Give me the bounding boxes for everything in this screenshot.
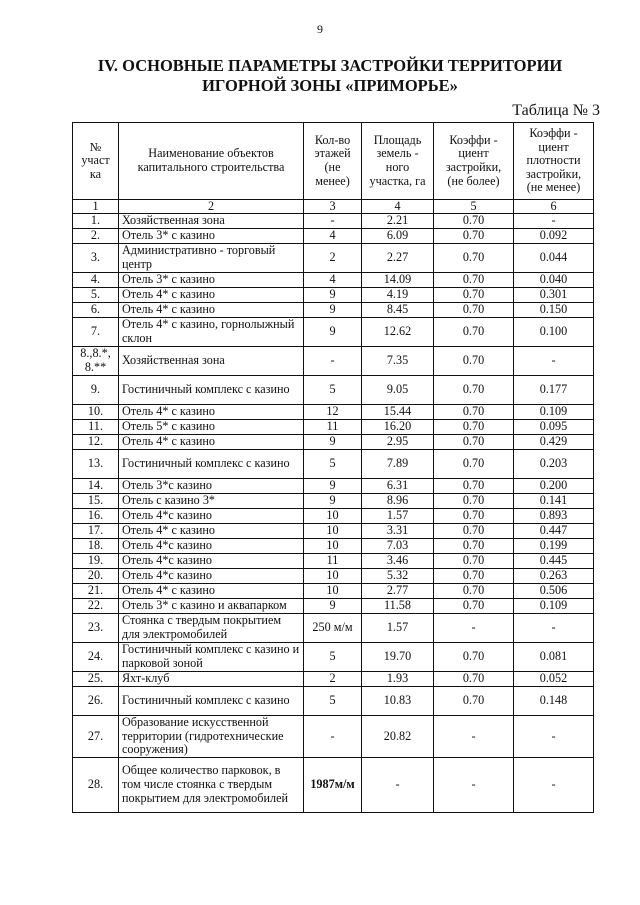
- cell-plot-number: 11.: [73, 420, 119, 435]
- cell-plot-number: 2.: [73, 229, 119, 244]
- cell-floors: 11: [304, 420, 362, 435]
- cell-floors: 9: [304, 479, 362, 494]
- cell-plot-number: 6.: [73, 303, 119, 318]
- cell-plot-area: 4.19: [362, 288, 434, 303]
- cell-plot-area: 1.93: [362, 672, 434, 687]
- header-density-coefficient: Коэффи - циент плотности застройки, (не менее): [514, 123, 594, 200]
- table-row: [73, 273, 594, 288]
- table-row: [73, 288, 594, 303]
- cell-density-coefficient: 0.081: [514, 643, 594, 672]
- cell-object-name: Общее количество парковок, в том числе стоянка с твердым покрытием для электромобилей: [119, 757, 304, 812]
- cell-floors: 9: [304, 435, 362, 450]
- cell-density-coefficient: 0.148: [514, 687, 594, 716]
- table-row: [73, 376, 594, 405]
- column-number: 4: [362, 200, 434, 214]
- cell-density-coefficient: 0.092: [514, 229, 594, 244]
- cell-object-name: Отель 3*с казино: [119, 479, 304, 494]
- cell-object-name: Отель 3* с казино и аквапарком: [119, 599, 304, 614]
- table-header: [73, 123, 594, 200]
- table-row: [73, 716, 594, 758]
- cell-floors: 10: [304, 539, 362, 554]
- cell-density-coefficient: 0.429: [514, 435, 594, 450]
- cell-floors: 250 м/м: [304, 614, 362, 643]
- cell-plot-number: 18.: [73, 539, 119, 554]
- table-row: [73, 450, 594, 479]
- cell-plot-area: 7.89: [362, 450, 434, 479]
- table-label: Таблица № 3: [512, 102, 600, 119]
- cell-plot-area: 8.45: [362, 303, 434, 318]
- cell-building-coefficient: 0.70: [434, 347, 514, 376]
- cell-building-coefficient: 0.70: [434, 554, 514, 569]
- cell-object-name: Гостиничный комплекс с казино: [119, 376, 304, 405]
- cell-density-coefficient: 0.506: [514, 584, 594, 599]
- cell-density-coefficient: -: [514, 716, 594, 758]
- cell-floors: 12: [304, 405, 362, 420]
- cell-floors: 9: [304, 318, 362, 347]
- cell-floors: 2: [304, 672, 362, 687]
- cell-density-coefficient: 0.177: [514, 376, 594, 405]
- cell-plot-area: 6.31: [362, 479, 434, 494]
- cell-building-coefficient: 0.70: [434, 539, 514, 554]
- cell-density-coefficient: 0.893: [514, 509, 594, 524]
- table-row: [73, 405, 594, 420]
- cell-building-coefficient: 0.70: [434, 214, 514, 229]
- page-number: 9: [317, 22, 323, 36]
- cell-density-coefficient: 0.141: [514, 494, 594, 509]
- cell-floors: 2: [304, 244, 362, 273]
- cell-plot-number: 13.: [73, 450, 119, 479]
- table-row: [73, 347, 594, 376]
- column-number: 3: [304, 200, 362, 214]
- cell-plot-area: 6.09: [362, 229, 434, 244]
- table-row: [73, 539, 594, 554]
- parameters-table: [72, 122, 594, 813]
- cell-object-name: Хозяйственная зона: [119, 214, 304, 229]
- cell-density-coefficient: 0.100: [514, 318, 594, 347]
- cell-plot-area: 12.62: [362, 318, 434, 347]
- header-plot-number: № участ ка: [73, 123, 119, 200]
- table-row: [73, 303, 594, 318]
- table-body: [73, 200, 594, 813]
- cell-density-coefficient: 0.263: [514, 569, 594, 584]
- cell-object-name: Отель 3* с казино: [119, 273, 304, 288]
- cell-plot-number: 26.: [73, 687, 119, 716]
- table-row: [73, 229, 594, 244]
- cell-building-coefficient: 0.70: [434, 229, 514, 244]
- cell-building-coefficient: 0.70: [434, 376, 514, 405]
- cell-building-coefficient: 0.70: [434, 494, 514, 509]
- cell-floors: 11: [304, 554, 362, 569]
- cell-plot-area: 8.96: [362, 494, 434, 509]
- cell-floors: 5: [304, 450, 362, 479]
- cell-density-coefficient: 0.447: [514, 524, 594, 539]
- cell-plot-area: 3.31: [362, 524, 434, 539]
- cell-plot-number: 12.: [73, 435, 119, 450]
- cell-building-coefficient: 0.70: [434, 643, 514, 672]
- cell-building-coefficient: -: [434, 614, 514, 643]
- cell-plot-area: 10.83: [362, 687, 434, 716]
- table-row: [73, 524, 594, 539]
- cell-density-coefficient: 0.445: [514, 554, 594, 569]
- cell-plot-area: 15.44: [362, 405, 434, 420]
- cell-plot-number: 25.: [73, 672, 119, 687]
- header-building-coefficient: Коэффи - циент застройки, (не более): [434, 123, 514, 200]
- table-row: [73, 757, 594, 812]
- cell-object-name: Отель 4*с казино: [119, 569, 304, 584]
- cell-object-name: Отель 3* с казино: [119, 229, 304, 244]
- column-number: 1: [73, 200, 119, 214]
- cell-floors: 10: [304, 584, 362, 599]
- cell-plot-number: 1.: [73, 214, 119, 229]
- cell-object-name: Отель 4*с казино: [119, 554, 304, 569]
- cell-plot-number: 17.: [73, 524, 119, 539]
- header-object-name: Наименование объектов капитального строительства: [119, 123, 304, 200]
- cell-object-name: Гостиничный комплекс с казино и парковой зоной: [119, 643, 304, 672]
- cell-plot-area: 2.21: [362, 214, 434, 229]
- cell-object-name: Отель 4* с казино: [119, 435, 304, 450]
- cell-object-name: Отель 4*с казино: [119, 539, 304, 554]
- cell-plot-number: 14.: [73, 479, 119, 494]
- cell-plot-number: 8.,8.*, 8.**: [73, 347, 119, 376]
- cell-plot-number: 7.: [73, 318, 119, 347]
- cell-density-coefficient: -: [514, 214, 594, 229]
- cell-object-name: Стоянка с твердым покрытием для электромобилей: [119, 614, 304, 643]
- cell-building-coefficient: 0.70: [434, 288, 514, 303]
- cell-building-coefficient: 0.70: [434, 318, 514, 347]
- cell-plot-area: 20.82: [362, 716, 434, 758]
- cell-object-name: Отель 4* с казино: [119, 288, 304, 303]
- cell-building-coefficient: 0.70: [434, 687, 514, 716]
- table-row: [73, 643, 594, 672]
- header-plot-area: Площадь земель - ного участка, га: [362, 123, 434, 200]
- cell-building-coefficient: 0.70: [434, 509, 514, 524]
- cell-object-name: Отель 4* с казино, горнолыжный склон: [119, 318, 304, 347]
- cell-plot-number: 4.: [73, 273, 119, 288]
- section-title: [60, 56, 600, 96]
- cell-object-name: Гостиничный комплекс с казино: [119, 450, 304, 479]
- cell-object-name: Отель 4*с казино: [119, 509, 304, 524]
- cell-building-coefficient: 0.70: [434, 405, 514, 420]
- cell-density-coefficient: 0.199: [514, 539, 594, 554]
- table-row: [73, 672, 594, 687]
- table-row: [73, 687, 594, 716]
- cell-floors: 10: [304, 569, 362, 584]
- cell-density-coefficient: 0.044: [514, 244, 594, 273]
- cell-density-coefficient: 0.203: [514, 450, 594, 479]
- cell-floors: -: [304, 716, 362, 758]
- cell-floors: 4: [304, 273, 362, 288]
- cell-plot-number: 21.: [73, 584, 119, 599]
- cell-density-coefficient: 0.109: [514, 599, 594, 614]
- cell-plot-area: 2.77: [362, 584, 434, 599]
- cell-density-coefficient: 0.040: [514, 273, 594, 288]
- cell-building-coefficient: 0.70: [434, 273, 514, 288]
- cell-object-name: Отель 4* с казино: [119, 524, 304, 539]
- cell-plot-area: 11.58: [362, 599, 434, 614]
- cell-floors: 9: [304, 303, 362, 318]
- cell-building-coefficient: 0.70: [434, 584, 514, 599]
- cell-density-coefficient: -: [514, 757, 594, 812]
- cell-floors: 10: [304, 509, 362, 524]
- cell-building-coefficient: -: [434, 757, 514, 812]
- cell-object-name: Гостиничный комплекс с казино: [119, 687, 304, 716]
- cell-floors: 9: [304, 599, 362, 614]
- column-number: 2: [119, 200, 304, 214]
- cell-object-name: Образование искусственной территории (гидротехнические сооружения): [119, 716, 304, 758]
- cell-plot-area: 5.32: [362, 569, 434, 584]
- table-row: [73, 244, 594, 273]
- cell-plot-area: 2.95: [362, 435, 434, 450]
- cell-plot-number: 5.: [73, 288, 119, 303]
- cell-plot-number: 27.: [73, 716, 119, 758]
- cell-floors: 1987м/м: [304, 757, 362, 812]
- cell-object-name: Яхт-клуб: [119, 672, 304, 687]
- cell-floors: 5: [304, 687, 362, 716]
- header-row: [73, 123, 594, 200]
- cell-density-coefficient: 0.301: [514, 288, 594, 303]
- cell-floors: -: [304, 214, 362, 229]
- table-row: [73, 554, 594, 569]
- table-row: [73, 214, 594, 229]
- cell-plot-area: 14.09: [362, 273, 434, 288]
- cell-building-coefficient: -: [434, 716, 514, 758]
- section-title-line-1: IV. ОСНОВНЫЕ ПАРАМЕТРЫ ЗАСТРОЙКИ ТЕРРИТОРИИ: [97, 56, 563, 75]
- cell-building-coefficient: 0.70: [434, 479, 514, 494]
- table-row: [73, 584, 594, 599]
- cell-density-coefficient: -: [514, 347, 594, 376]
- cell-building-coefficient: 0.70: [434, 244, 514, 273]
- cell-plot-number: 3.: [73, 244, 119, 273]
- header-floors: Кол-во этажей (не менее): [304, 123, 362, 200]
- cell-object-name: Отель 4* с казино: [119, 405, 304, 420]
- column-number-row: [73, 200, 594, 214]
- cell-object-name: Отель 4* с казино: [119, 584, 304, 599]
- cell-density-coefficient: 0.095: [514, 420, 594, 435]
- cell-plot-number: 23.: [73, 614, 119, 643]
- cell-object-name: Отель 5* с казино: [119, 420, 304, 435]
- column-number: 6: [514, 200, 594, 214]
- cell-object-name: Отель с казино 3*: [119, 494, 304, 509]
- cell-object-name: Отель 4* с казино: [119, 303, 304, 318]
- section-title-line-2: ИГОРНОЙ ЗОНЫ «ПРИМОРЬЕ»: [202, 76, 458, 95]
- cell-building-coefficient: 0.70: [434, 420, 514, 435]
- cell-building-coefficient: 0.70: [434, 672, 514, 687]
- cell-building-coefficient: 0.70: [434, 569, 514, 584]
- table-row: [73, 569, 594, 584]
- cell-plot-area: -: [362, 757, 434, 812]
- cell-plot-area: 1.57: [362, 509, 434, 524]
- cell-plot-number: 15.: [73, 494, 119, 509]
- cell-plot-number: 28.: [73, 757, 119, 812]
- cell-plot-area: 2.27: [362, 244, 434, 273]
- cell-floors: 4: [304, 229, 362, 244]
- cell-floors: 9: [304, 494, 362, 509]
- cell-density-coefficient: 0.052: [514, 672, 594, 687]
- table-row: [73, 435, 594, 450]
- cell-floors: 9: [304, 288, 362, 303]
- cell-plot-number: 16.: [73, 509, 119, 524]
- cell-plot-area: 19.70: [362, 643, 434, 672]
- cell-building-coefficient: 0.70: [434, 599, 514, 614]
- cell-density-coefficient: 0.200: [514, 479, 594, 494]
- cell-plot-number: 22.: [73, 599, 119, 614]
- table-row: [73, 318, 594, 347]
- cell-density-coefficient: 0.109: [514, 405, 594, 420]
- table-row: [73, 509, 594, 524]
- cell-building-coefficient: 0.70: [434, 435, 514, 450]
- cell-building-coefficient: 0.70: [434, 524, 514, 539]
- cell-floors: 5: [304, 643, 362, 672]
- cell-density-coefficient: 0.150: [514, 303, 594, 318]
- table-row: [73, 599, 594, 614]
- table-row: [73, 494, 594, 509]
- cell-plot-number: 10.: [73, 405, 119, 420]
- cell-plot-number: 9.: [73, 376, 119, 405]
- cell-plot-area: 9.05: [362, 376, 434, 405]
- cell-building-coefficient: 0.70: [434, 450, 514, 479]
- cell-density-coefficient: -: [514, 614, 594, 643]
- table-row: [73, 479, 594, 494]
- cell-plot-number: 19.: [73, 554, 119, 569]
- cell-plot-area: 3.46: [362, 554, 434, 569]
- cell-plot-area: 16.20: [362, 420, 434, 435]
- cell-building-coefficient: 0.70: [434, 303, 514, 318]
- cell-plot-area: 7.03: [362, 539, 434, 554]
- cell-object-name: Административно - торговый центр: [119, 244, 304, 273]
- cell-object-name: Хозяйственная зона: [119, 347, 304, 376]
- cell-plot-number: 20.: [73, 569, 119, 584]
- table-row: [73, 614, 594, 643]
- cell-plot-area: 1.57: [362, 614, 434, 643]
- cell-floors: 5: [304, 376, 362, 405]
- cell-floors: 10: [304, 524, 362, 539]
- cell-plot-area: 7.35: [362, 347, 434, 376]
- cell-floors: -: [304, 347, 362, 376]
- cell-plot-number: 24.: [73, 643, 119, 672]
- table-row: [73, 420, 594, 435]
- column-number: 5: [434, 200, 514, 214]
